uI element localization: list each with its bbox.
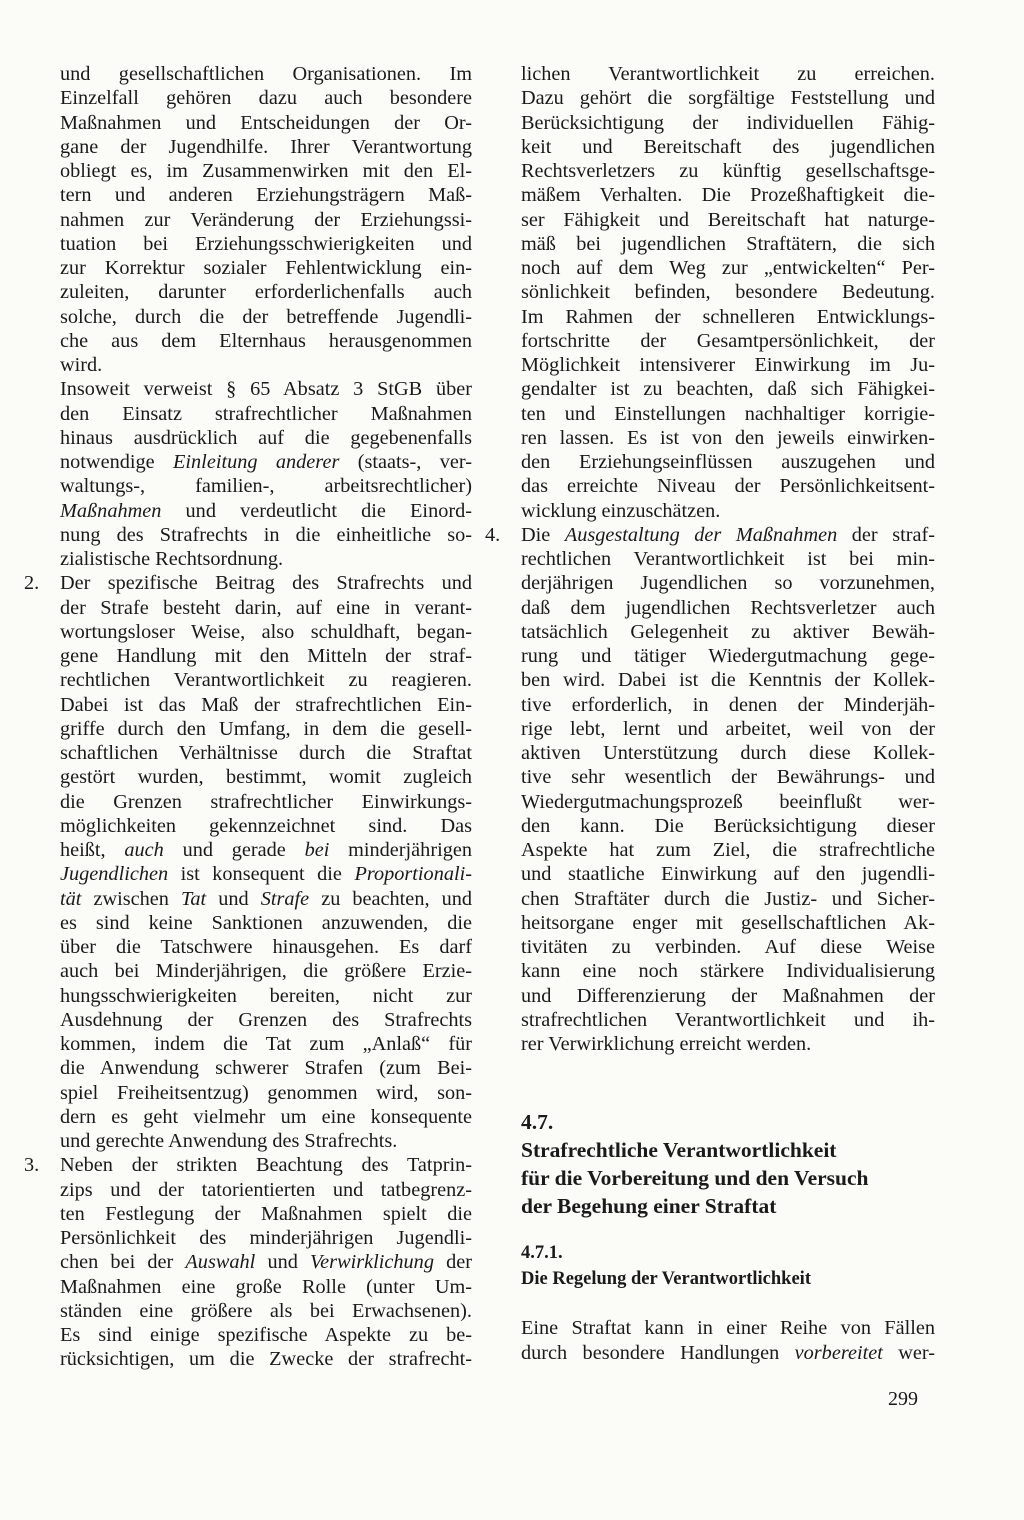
text-line: derjährigen Jugendlichen so vorzunehmen, (521, 572, 935, 595)
section-title-line: für die Vorbereitung und den Versuch (521, 1166, 869, 1191)
text-line: mäß bei jugendlichen Straftätern, die sich (521, 232, 935, 255)
text-line: und gesellschaftlichen Organisationen. Im (60, 63, 472, 85)
text-line: ren lassen. Es ist von den jeweils einwirken- (521, 426, 935, 449)
text-line: Dabei ist das Maß der strafrechtlichen Ein- (60, 693, 472, 716)
text-line: rung und tätiger Wiedergutmachung gege- (521, 645, 935, 667)
text-line: spiel Freiheitsentzug) genommen wird, son- (60, 1081, 472, 1104)
text-line: rechtlichen Verantwortlichkeit zu reagieren. (60, 669, 472, 692)
text-line: ständen eine größere als bei Erwachsenen). (60, 1299, 472, 1322)
text-line: ser Fähigkeit und Bereitschaft hat naturge- (521, 208, 935, 231)
text-line: Jugendlichen ist konsequent die Proportionali- (60, 863, 472, 886)
text-line: hungsschwierigkeiten bereiten, nicht zur (60, 984, 472, 1007)
text-line: Möglichkeit intensiverer Einwirkung im Ju- (521, 354, 935, 376)
text-line: heißt, auch und gerade bei minderjährigen (60, 839, 472, 861)
text-line: wicklung einzuschätzen. (521, 499, 721, 522)
right-column (485, 62, 936, 1365)
text-line: lichen Verantwortlichkeit zu erreichen. (521, 63, 935, 85)
text-line: wortungsloser Weise, also schuldhaft, began- (60, 620, 472, 643)
text-line: mäßem Verhalten. Die Prozeßhaftigkeit die- (521, 184, 935, 207)
text-line: tatsächlich Gelegenheit zu aktiver Bewäh- (521, 620, 935, 643)
text-line: che aus dem Elternhaus herausgenommen (60, 329, 472, 352)
text-line: auch bei Minderjährigen, die größere Erzie- (60, 960, 472, 983)
text-line: Wiedergutmachungsprozeß beeinflußt wer- (521, 790, 935, 813)
text-line: heitsorgane enger mit gesellschaftlichen Ak- (521, 911, 935, 934)
list-item-4 (485, 523, 936, 1057)
subsection-title: Die Regelung der Verantwortlichkeit (521, 1269, 811, 1290)
text-line: tive sehr wesentlich der Bewährungs- und (521, 766, 935, 789)
text-line: kann eine noch stärkere Individualisierung (521, 960, 935, 983)
text-line: Aspekte hat zum Ziel, die strafrechtliche (521, 839, 935, 861)
text-line: Einzelfall gehören dazu auch besondere (60, 87, 472, 110)
text-line: tive erforderlich, in denen der Minderjäh- (521, 693, 935, 716)
text-line: keit und Bereitschaft des jugendlichen (521, 135, 935, 158)
list-item-3 (24, 1153, 473, 1371)
text-line: die Grenzen strafrechtlicher Einwirkungs- (60, 790, 472, 813)
text-line: Im Rahmen der schnelleren Entwicklungs- (521, 305, 935, 328)
subsection-number: 4.7.1. (521, 1243, 563, 1264)
text-line: Die Ausgestaltung der Maßnahmen der straf- (521, 523, 936, 546)
text-line: den Einsatz strafrechtlicher Maßnahmen (60, 402, 472, 425)
text-line: hinaus ausdrücklich auf die gegebenenfalls (60, 426, 472, 449)
insoweit-paragraph (60, 377, 472, 571)
text-line: es sind keine Sanktionen anzuwenden, die (60, 911, 472, 934)
text-line: durch besondere Handlungen vorbereitet wer- (521, 1341, 935, 1364)
text-line: den Erziehungseinflüssen auszugehen und (521, 451, 935, 473)
text-line: daß dem jugendlichen Rechtsverletzer auch (521, 596, 935, 619)
text-line: und staatliche Einwirkung auf den jugendli- (521, 863, 935, 886)
text-line: gane der Jugendhilfe. Ihrer Verantwortung (60, 135, 472, 158)
text-line: rechtlichen Verantwortlichkeit ist bei min- (521, 548, 935, 570)
text-line: zuleiten, darunter erforderlichenfalls auch (60, 281, 472, 304)
text-line: rer Verwirklichung erreicht werden. (521, 1033, 812, 1055)
text-line: Neben der strikten Beachtung des Tatprin- (60, 1154, 472, 1177)
text-line: Maßnahmen und verdeutlicht die Einord- (60, 499, 472, 522)
text-line: gestört wurden, bestimmt, womit zugleich (60, 766, 472, 789)
text-line: gendalter ist zu beachten, daß sich Fähigkei- (521, 378, 935, 401)
text-line: waltungs-, familien-, arbeitsrechtlicher) (60, 475, 472, 498)
intro-paragraph (60, 62, 472, 377)
text-line: zur Korrektur sozialer Fehlentwicklung ein- (60, 257, 472, 279)
text-line: gene Handlung mit den Mitteln der straf- (60, 645, 472, 667)
text-line: Berücksichtigung der individuellen Fähig- (521, 111, 935, 134)
text-line: möglichkeiten gekennzeichnet sind. Das (60, 814, 472, 837)
text-line: und gerechte Anwendung des Strafrechts. (60, 1130, 398, 1152)
text-line: schaftlichen Verhältnisse durch die Straftat (60, 742, 472, 764)
text-line: zialistische Rechtsordnung. (60, 548, 284, 570)
list-number: 2. (24, 572, 40, 595)
text-line: fortschritte der Gesamtpersönlichkeit, der (521, 329, 935, 352)
text-line: zips und der tatorientierten und tatbegrenz- (60, 1178, 472, 1201)
section-number: 4.7. (521, 1110, 554, 1135)
text-line: der Strafe besteht darin, auf eine in verant- (60, 596, 472, 619)
text-line: Rechtsverletzers zu künftig gesellschaftsge- (521, 160, 935, 182)
text-line: rige lebt, lernt und arbeitet, weil von der (521, 717, 935, 740)
text-line: Ausdehnung der Grenzen des Strafrechts (60, 1008, 472, 1031)
text-line: notwendige Einleitung anderer (staats-, ver- (60, 451, 472, 473)
text-line: Maßnahmen und Entscheidungen der Or- (60, 111, 472, 134)
list-number: 4. (485, 523, 501, 546)
section-title-line: der Begehung einer Straftat (521, 1194, 777, 1219)
text-line: das erreichte Niveau der Persönlichkeitsent- (521, 475, 935, 498)
text-line: ten Festlegung der Maßnahmen spielt die (60, 1202, 472, 1225)
text-line: ten und Einstellungen nachhaltiger korrigie- (521, 402, 935, 425)
text-line: ben wird. Dabei ist die Kenntnis der Kollek- (521, 669, 935, 692)
text-line: strafrechtlichen Verantwortlichkeit und ih- (521, 1008, 935, 1031)
final-paragraph (521, 1316, 935, 1365)
list-number: 3. (24, 1154, 40, 1177)
text-line: tivitäten zu verbinden. Auf diese Weise (521, 936, 935, 958)
text-line: Eine Straftat kann in einer Reihe von Fällen (521, 1317, 935, 1340)
text-line: dern es geht vielmehr um eine konsequente (60, 1105, 472, 1128)
text-line: Maßnahmen eine große Rolle (unter Um- (60, 1275, 472, 1298)
page-number: 299 (888, 1388, 918, 1410)
text-line: chen Straftäter durch die Justiz- und Sicher- (521, 887, 935, 910)
text-line: den kann. Die Berücksichtigung dieser (521, 814, 935, 837)
continuation-paragraph (521, 62, 935, 523)
text-line: und Differenzierung der Maßnahmen der (521, 984, 935, 1007)
text-line: Dazu gehört die sorgfältige Feststellung und (521, 87, 935, 110)
text-line: rücksichtigen, um die Zwecke der strafrecht- (60, 1348, 472, 1371)
text-line: sönlichkeit befinden, besondere Bedeutung. (521, 281, 935, 304)
text-line: Insoweit verweist § 65 Absatz 3 StGB über (60, 378, 472, 401)
text-line: nung des Strafrechts in die einheitliche so- (60, 523, 472, 546)
text-line: Persönlichkeit des minderjährigen Jugendli- (60, 1227, 472, 1249)
text-line: Der spezifische Beitrag des Strafrechts und (60, 572, 472, 595)
left-column (24, 62, 473, 1372)
section-title-line: Strafrechtliche Verantwortlichkeit (521, 1138, 837, 1163)
list-item-2 (24, 571, 472, 1153)
text-line: solche, durch die der betreffende Jugendli- (60, 305, 472, 328)
text-line: wird. (60, 354, 103, 376)
text-line: tern und anderen Erziehungsträgern Maß- (60, 184, 472, 207)
text-line: über die Tatschwere hinausgehen. Es darf (60, 936, 472, 958)
text-line: kommen, indem die Tat zum „Anlaß“ für (60, 1033, 472, 1055)
text-line: tät zwischen Tat und Strafe zu beachten, und (60, 887, 472, 910)
text-line: tuation bei Erziehungsschwierigkeiten und (60, 232, 472, 255)
text-line: nahmen zur Veränderung der Erziehungssi- (60, 208, 472, 231)
text-line: die Anwendung schwerer Strafen (zum Bei- (60, 1057, 472, 1080)
text-line: chen bei der Auswahl und Verwirklichung der (60, 1251, 473, 1274)
text-line: griffe durch den Umfang, in dem die gesell- (60, 717, 472, 740)
text-line: obliegt es, im Zusammenwirken mit den El- (60, 160, 472, 182)
text-line: Es sind einige spezifische Aspekte zu be- (60, 1324, 472, 1346)
text-line: noch auf dem Weg zur „entwickelten“ Per- (521, 257, 935, 279)
text-line: aktiven Unterstützung durch diese Kollek- (521, 742, 935, 764)
